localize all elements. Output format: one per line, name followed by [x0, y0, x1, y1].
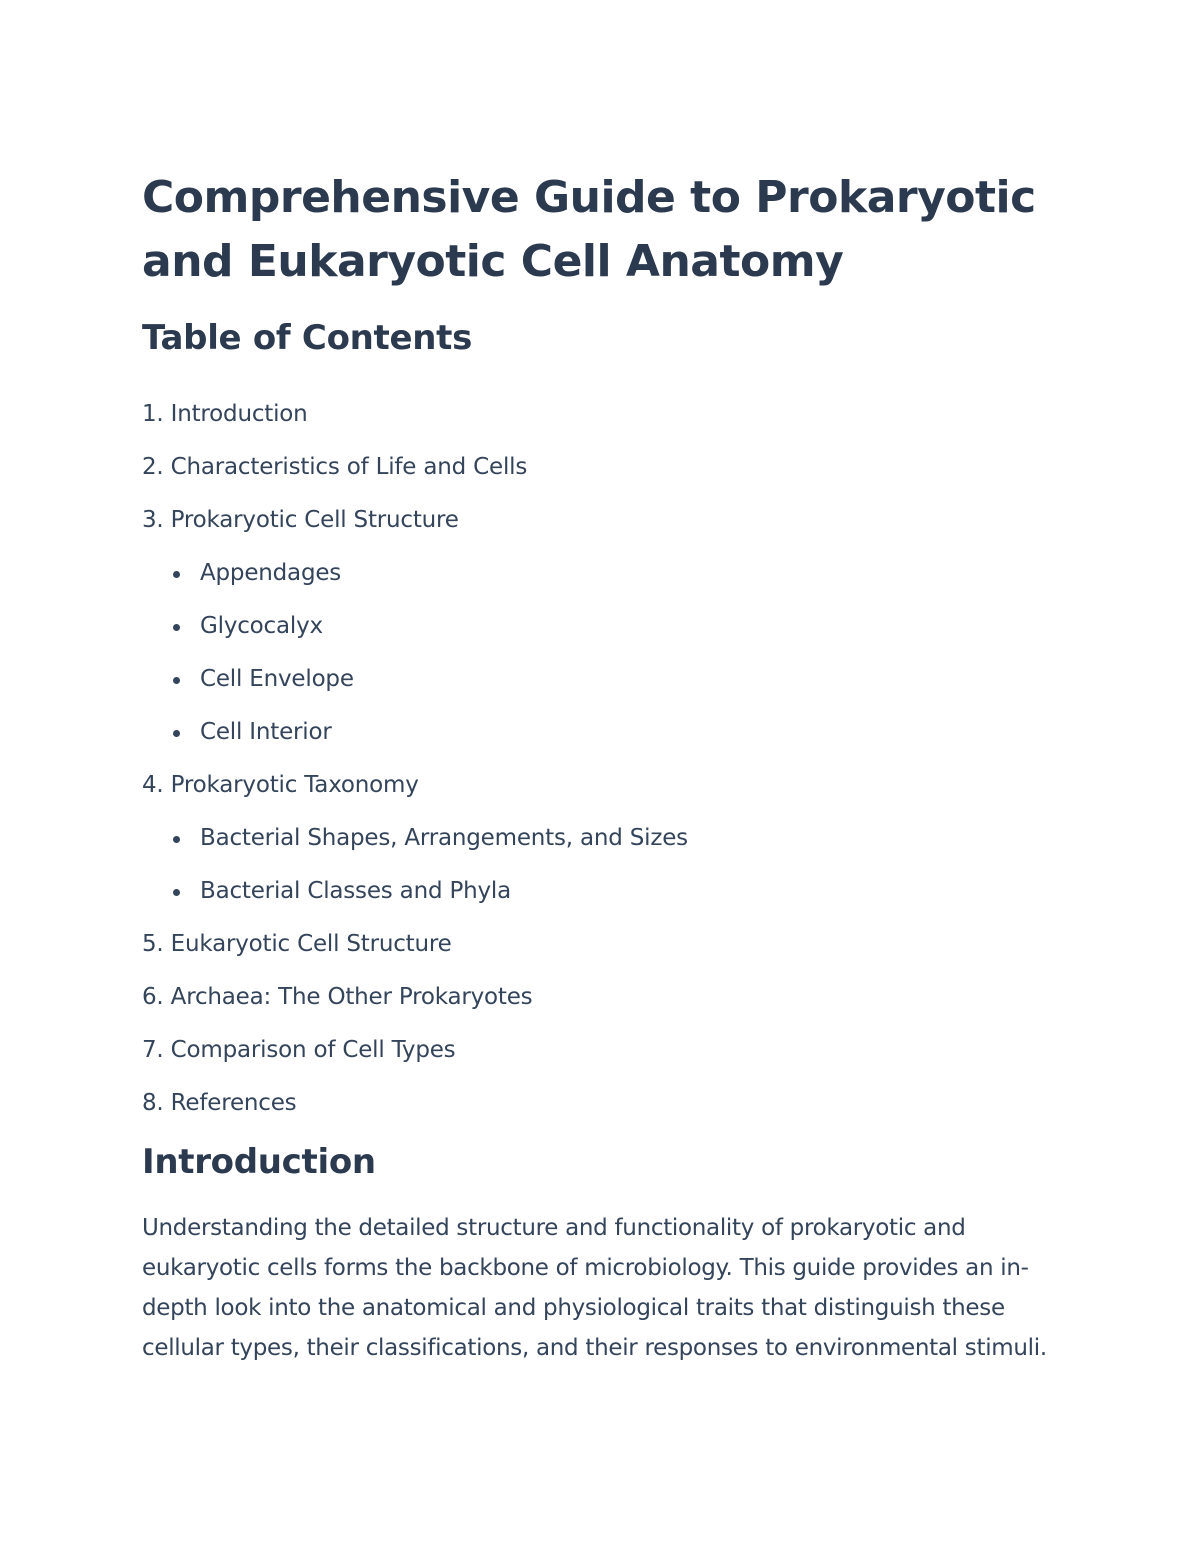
toc-entry-text: 5. Eukaryotic Cell Structure — [142, 931, 452, 957]
bullet-icon — [173, 730, 180, 737]
toc-item — [142, 759, 1042, 812]
toc-subitem — [142, 600, 1042, 653]
toc-entry-text: 4. Prokaryotic Taxonomy — [142, 772, 419, 798]
toc-item — [142, 494, 1042, 547]
bullet-icon — [173, 571, 180, 578]
toc-entry-text: 6. Archaea: The Other Prokaryotes — [142, 984, 533, 1010]
document-title: Comprehensive Guide to Prokaryotic and Eukaryotic Cell Anatomy — [142, 172, 1036, 287]
bullet-icon — [173, 836, 180, 843]
toc-subitem — [142, 865, 1042, 918]
toc-subitem — [142, 653, 1042, 706]
toc-entry-text: Bacterial Classes and Phyla — [200, 878, 512, 904]
bullet-icon — [173, 677, 180, 684]
toc-entry-text: 2. Characteristics of Life and Cells — [142, 454, 528, 480]
toc-entry-text: Glycocalyx — [200, 613, 323, 639]
toc-item — [142, 441, 1042, 494]
toc-entry-text: Appendages — [200, 560, 342, 586]
toc-subitem — [142, 547, 1042, 600]
toc-entry-text: 1. Introduction — [142, 401, 308, 427]
bullet-icon — [173, 889, 180, 896]
bullet-icon — [173, 624, 180, 631]
toc-item — [142, 388, 1042, 441]
toc-heading: Table of Contents — [142, 318, 473, 358]
introduction-heading: Introduction — [142, 1142, 376, 1182]
toc-entry-text: 8. References — [142, 1090, 297, 1116]
toc-item — [142, 918, 1042, 971]
toc-entry-text: 3. Prokaryotic Cell Structure — [142, 507, 459, 533]
toc-entry-text: Bacterial Shapes, Arrangements, and Sizes — [200, 825, 688, 851]
introduction-paragraph: Understanding the detailed structure and functionality of prokaryotic and eukaryotic cells forms the backbone of microbiology. This guide provides an in-depth look into the anatomical and physiological traits that distinguish these cellular types, their classifications, and their responses to environmental stimuli. — [142, 1215, 1047, 1361]
toc-item — [142, 1077, 1042, 1130]
toc-entry-text: Cell Interior — [200, 719, 332, 745]
table-of-contents — [142, 388, 1042, 1130]
toc-item — [142, 1024, 1042, 1077]
document-page — [142, 166, 1072, 1361]
toc-subitem — [142, 812, 1042, 865]
toc-subitem — [142, 706, 1042, 759]
toc-entry-text: 7. Comparison of Cell Types — [142, 1037, 456, 1063]
toc-entry-text: Cell Envelope — [200, 666, 354, 692]
toc-item — [142, 971, 1042, 1024]
